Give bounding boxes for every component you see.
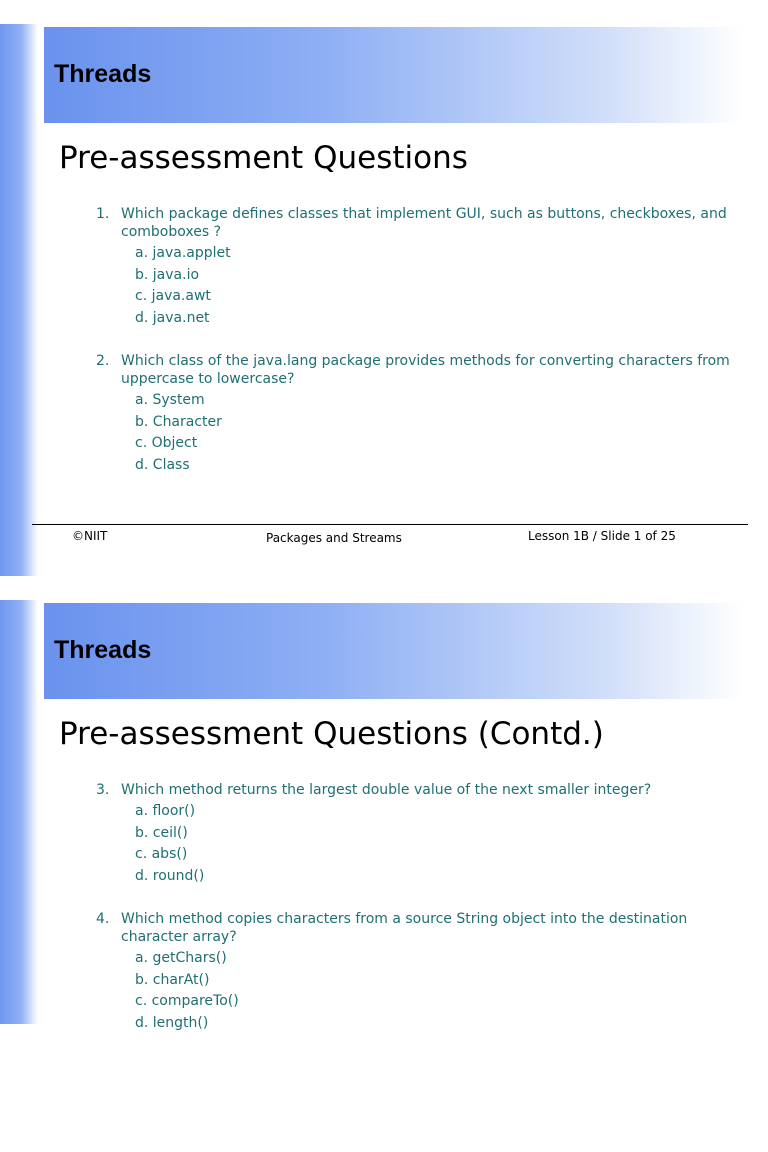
answer-option: b. charAt()	[135, 971, 210, 988]
answer-option: b. ceil()	[135, 824, 188, 841]
question-number: 2.	[96, 353, 110, 369]
answer-option: d. Class	[135, 456, 190, 473]
question-number: 3.	[96, 782, 110, 798]
question-body: Which package defines classes that implement GUI, such as buttons, checkboxes, and comboboxes ?	[121, 206, 727, 240]
slide-title: Pre-assessment Questions	[59, 140, 468, 176]
answer-option: b. Character	[135, 413, 222, 430]
slide-title: Pre-assessment Questions (Contd.)	[59, 716, 604, 752]
slide-header-title: Threads	[54, 636, 152, 664]
question-2	[96, 352, 736, 476]
slide-side-bar	[0, 24, 38, 576]
slide-header-title: Threads	[54, 60, 152, 88]
answer-options	[96, 390, 736, 476]
answer-option: c. abs()	[135, 846, 188, 862]
question-text	[96, 352, 736, 388]
answer-option: a. getChars()	[135, 950, 227, 966]
question-text	[96, 781, 736, 799]
slide-header-band	[44, 603, 744, 699]
answer-option: a. floor()	[135, 803, 196, 819]
answer-option: c. java.awt	[135, 288, 211, 304]
answer-option: d. round()	[135, 867, 205, 884]
question-text	[96, 910, 736, 946]
answer-options	[96, 948, 736, 1034]
answer-option: c. Object	[135, 435, 198, 451]
answer-option: d. java.net	[135, 309, 210, 326]
slide-side-bar	[0, 600, 38, 1024]
answer-options	[96, 243, 736, 329]
answer-option: d. length()	[135, 1014, 209, 1031]
footer-course-title: Packages and Streams	[266, 531, 402, 545]
slide-header-band	[44, 27, 744, 123]
footer-divider	[32, 524, 748, 525]
answer-options	[96, 801, 736, 887]
answer-option: c. compareTo()	[135, 993, 239, 1009]
question-4	[96, 910, 736, 1034]
answer-option: b. java.io	[135, 266, 200, 283]
footer-slide-number: Lesson 1B / Slide 1 of 25	[528, 529, 676, 543]
question-1	[96, 205, 736, 329]
slide-2	[0, 576, 768, 1152]
question-body: Which method returns the largest double value of the next smaller integer?	[121, 782, 652, 798]
answer-option: a. java.applet	[135, 245, 231, 261]
answer-option: a. System	[135, 392, 205, 408]
question-text	[96, 205, 736, 241]
question-body: Which method copies characters from a source String object into the destination character array?	[121, 911, 688, 945]
question-number: 4.	[96, 911, 110, 927]
question-body: Which class of the java.lang package provides methods for converting characters from uppercase to lowercase?	[121, 353, 730, 387]
footer-copyright: ©NIIT	[72, 529, 108, 543]
question-number: 1.	[96, 206, 110, 222]
question-3	[96, 781, 736, 887]
